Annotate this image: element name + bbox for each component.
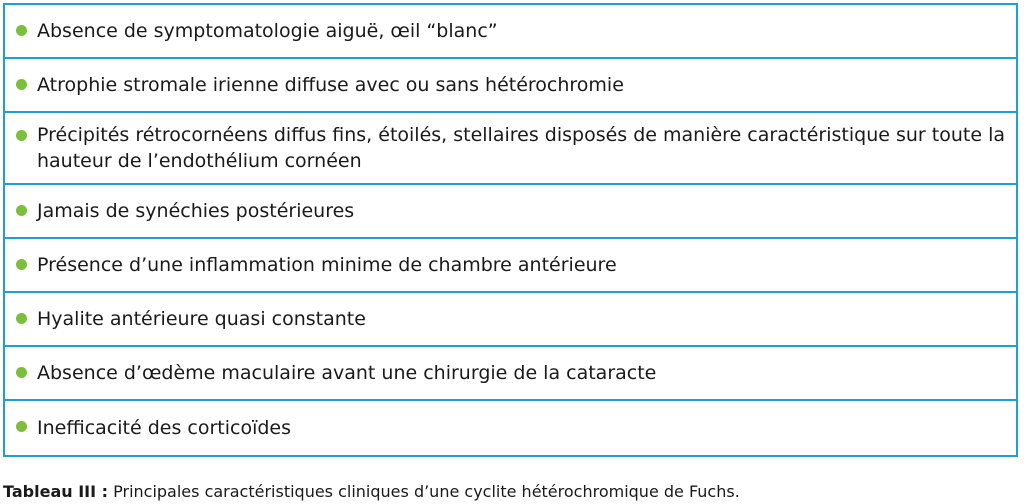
bullet-icon	[16, 313, 27, 324]
bullet-icon	[16, 259, 27, 270]
table-row	[5, 5, 1016, 59]
bullet-icon	[16, 25, 27, 36]
row-text: Inefficacité des corticoïdes	[37, 417, 291, 439]
table-row	[5, 185, 1016, 239]
table-row	[5, 239, 1016, 293]
row-text: Jamais de synéchies postérieures	[37, 200, 355, 222]
bullet-icon	[16, 130, 27, 141]
table-row	[5, 113, 1016, 185]
bullet-icon	[16, 79, 27, 90]
row-text: Absence d’œdème maculaire avant une chirurgie de la cataracte	[37, 362, 657, 384]
bullet-icon	[16, 205, 27, 216]
caption-label: Tableau III :	[3, 482, 109, 501]
bullet-icon	[16, 421, 27, 432]
caption-text: Principales caractéristiques cliniques d’une cyclite hétérochromique de Fuchs.	[108, 482, 740, 501]
table-row	[5, 401, 1016, 455]
table-row	[5, 293, 1016, 347]
table-row	[5, 347, 1016, 401]
row-text: Atrophie stromale irienne diffuse avec ou sans hétérochromie	[37, 74, 624, 96]
row-text: Hyalite antérieure quasi constante	[37, 308, 366, 330]
characteristics-table	[3, 3, 1018, 457]
row-text: Présence d’une inflammation minime de chambre antérieure	[37, 254, 617, 276]
row-text: Absence de symptomatologie aiguë, œil “blanc”	[37, 20, 498, 42]
row-text: Précipités rétrocornéens diffus fins, étoilés, stellaires disposés de manière caractéristique sur toute la hauteur de l’endothélium cornéen	[37, 124, 1005, 172]
table-caption	[3, 482, 740, 502]
bullet-icon	[16, 367, 27, 378]
table-row	[5, 59, 1016, 113]
